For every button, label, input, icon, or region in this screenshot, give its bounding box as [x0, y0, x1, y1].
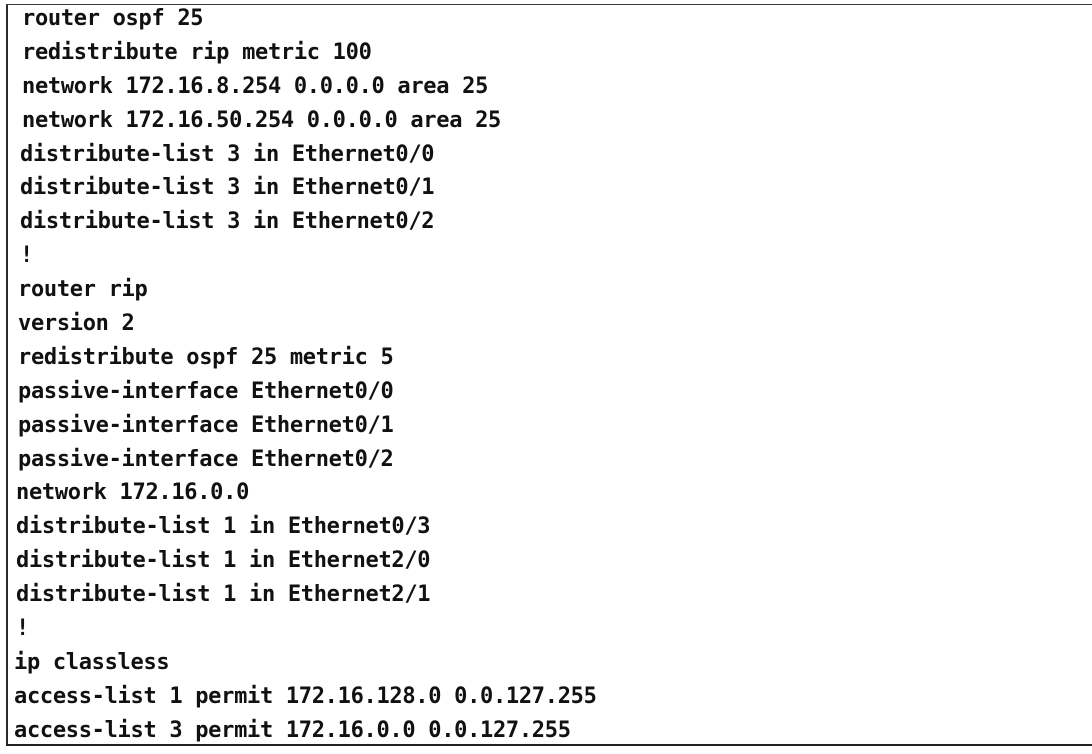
config-line: network 172.16.50.254 0.0.0.0 area 25 [22, 107, 501, 133]
config-line: network 172.16.0.0 [16, 480, 250, 506]
config-line: passive-interface Ethernet0/2 [18, 446, 394, 472]
config-line: distribute-list 1 in Ethernet0/3 [16, 514, 431, 540]
config-line: version 2 [18, 311, 135, 337]
config-line: redistribute ospf 25 metric 5 [18, 344, 394, 370]
config-line: passive-interface Ethernet0/0 [18, 378, 394, 404]
config-line: distribute-list 1 in Ethernet2/0 [16, 548, 431, 574]
config-line: distribute-list 3 in Ethernet0/2 [20, 209, 435, 235]
config-line: distribute-list 3 in Ethernet0/0 [20, 141, 435, 167]
config-line: network 172.16.8.254 0.0.0.0 area 25 [22, 73, 489, 99]
config-line: access-list 3 permit 172.16.0.0 0.0.127.255 [14, 717, 571, 743]
config-line: redistribute rip metric 100 [22, 39, 372, 65]
config-line: router rip [18, 277, 148, 303]
config-listing [14, 2, 597, 748]
config-line: access-list 1 permit 172.16.128.0 0.0.127.255 [14, 683, 597, 709]
config-line: ! [20, 243, 33, 269]
config-line: ! [16, 616, 29, 642]
config-line: router ospf 25 [22, 6, 204, 31]
config-line: distribute-list 3 in Ethernet0/1 [20, 175, 435, 201]
config-line: ip classless [14, 649, 170, 675]
config-line: passive-interface Ethernet0/1 [18, 412, 394, 438]
config-line: distribute-list 1 in Ethernet2/1 [16, 582, 431, 608]
